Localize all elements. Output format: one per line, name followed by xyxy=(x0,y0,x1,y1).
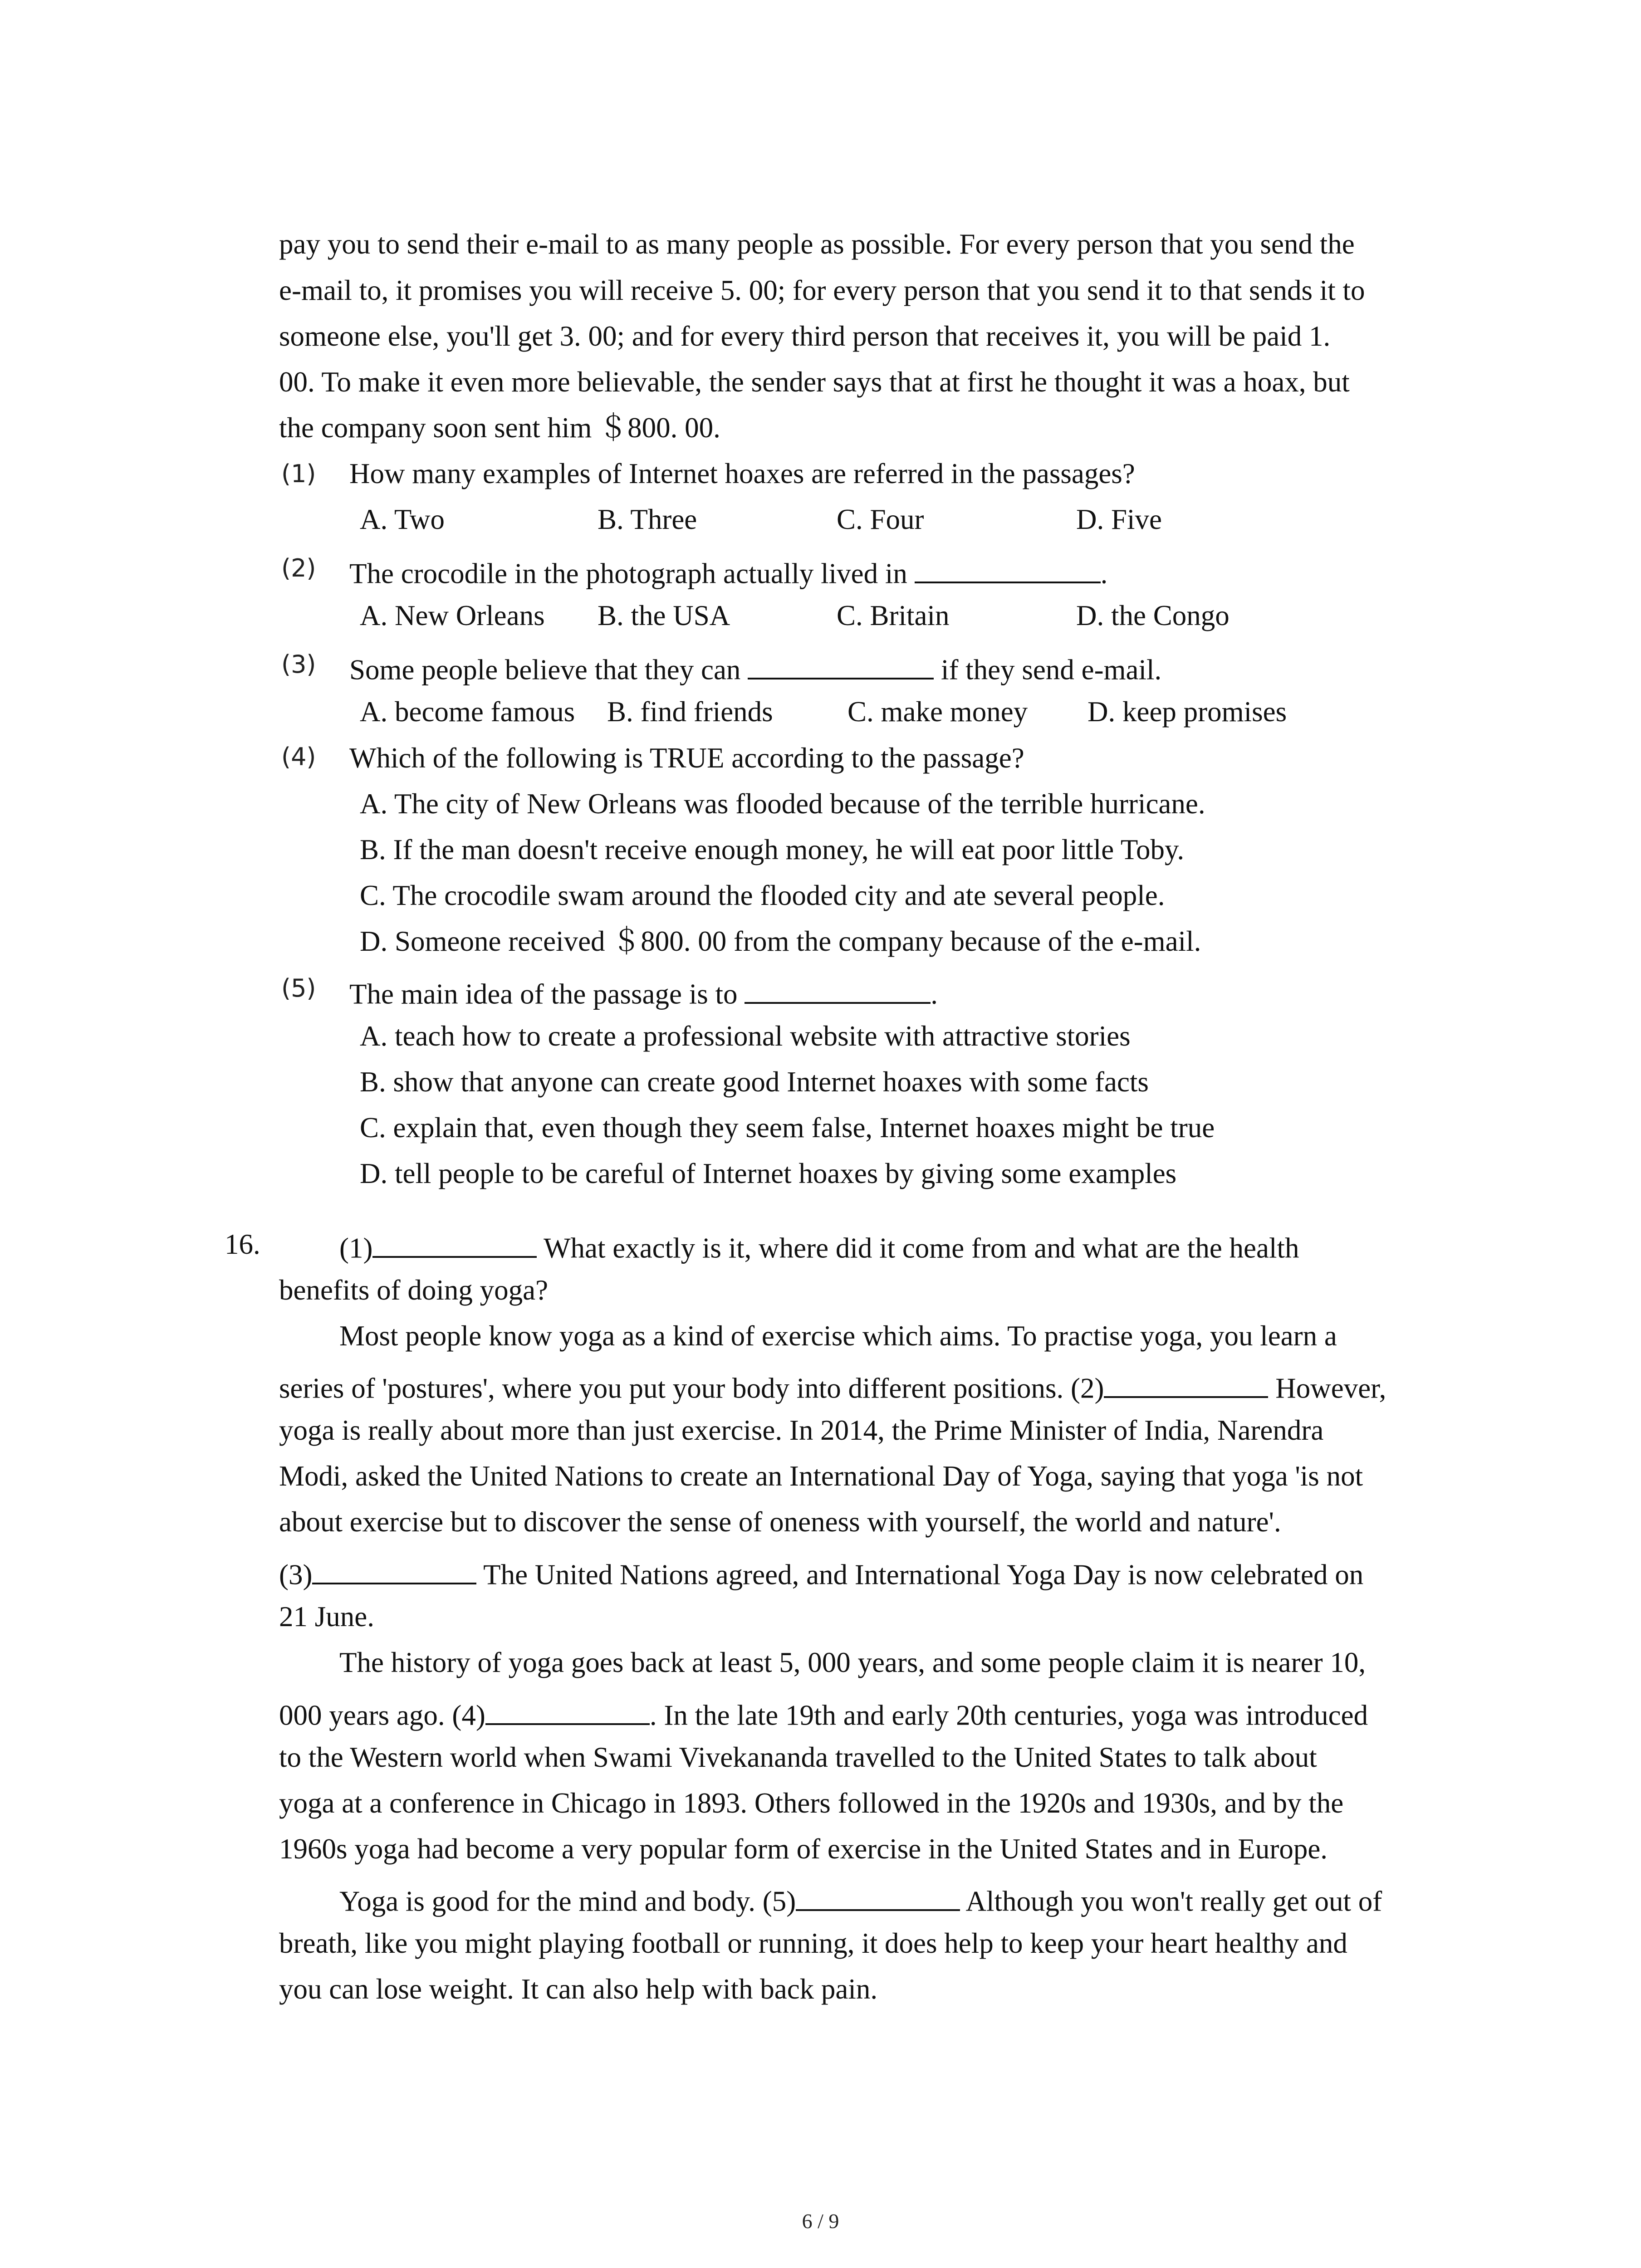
question-text: Which of the following is TRUE according to the passage? xyxy=(349,742,1024,774)
passage-line: yoga at a conference in Chicago in 1893. Others followed in the 1920s and 1930s, and by the xyxy=(279,1787,1344,1819)
question-text: How many examples of Internet hoaxes are referred in the passages? xyxy=(349,458,1135,489)
option-d: D. tell people to be careful of Internet hoaxes by giving some examples xyxy=(360,1158,1177,1189)
option-a: A. The city of New Orleans was flooded because of the terrible hurricane. xyxy=(360,788,1205,820)
answer-blank xyxy=(312,1557,476,1584)
question-text: Some people believe that they can if they send e-mail. xyxy=(349,652,1161,684)
question-number: (5) xyxy=(281,974,316,1002)
passage-line: 00. To make it even more believable, the sender says that at first he thought it was a hoax, but xyxy=(279,366,1350,398)
passage-line: Yoga is good for the mind and body. (5) Although you won't really get out of xyxy=(339,1883,1382,1916)
passage-line: 000 years ago. (4) . In the late 19th and early 20th centuries, yoga was introduced xyxy=(279,1697,1368,1730)
question-number: (3) xyxy=(281,650,316,679)
option-a: A. teach how to create a professional website with attractive stories xyxy=(360,1020,1131,1052)
option-c: C. make money xyxy=(847,696,1028,728)
passage-line: Most people know yoga as a kind of exercise which aims. To practise yoga, you learn a xyxy=(339,1320,1337,1352)
passage-line: yoga is really about more than just exercise. In 2014, the Prime Minister of India, Narendra xyxy=(279,1414,1324,1446)
passage-line: (3) The United Nations agreed, and International Yoga Day is now celebrated on xyxy=(279,1557,1363,1589)
answer-blank xyxy=(915,556,1101,583)
option-a: A. New Orleans xyxy=(360,600,545,631)
passage-line: (1) What exactly is it, where did it come from and what are the health xyxy=(339,1230,1299,1263)
passage-line: 1960s yoga had become a very popular form of exercise in the United States and in Europe. xyxy=(279,1833,1328,1865)
question-text: The crocodile in the photograph actually lived in . xyxy=(349,556,1107,588)
answer-blank xyxy=(1104,1370,1268,1398)
option-c: C. Four xyxy=(837,503,924,535)
option-d: D. keep promises xyxy=(1087,696,1287,728)
answer-blank xyxy=(745,976,931,1004)
option-c: C. Britain xyxy=(837,600,950,631)
section-number: 16. xyxy=(225,1228,260,1260)
option-a: A. Two xyxy=(360,503,445,535)
passage-line: about exercise but to discover the sense of oneness with yourself, the world and nature'. xyxy=(279,1506,1281,1538)
answer-blank xyxy=(372,1230,537,1258)
option-a: A. become famous xyxy=(360,696,575,728)
option-c: C. The crocodile swam around the flooded city and ate several people. xyxy=(360,880,1165,911)
passage-line: breath, like you might playing football or running, it does help to keep your heart healthy and xyxy=(279,1927,1347,1959)
option-b: B. the USA xyxy=(598,600,730,631)
option-d: D. Someone received ＄800. 00 from the company because of the e-mail. xyxy=(360,925,1201,957)
option-b: B. show that anyone can create good Internet hoaxes with some facts xyxy=(360,1066,1149,1098)
passage-line: The history of yoga goes back at least 5, 000 years, and some people claim it is nearer 10, xyxy=(339,1647,1366,1678)
passage-line: you can lose weight. It can also help with back pain. xyxy=(279,1973,878,2005)
answer-blank xyxy=(485,1697,650,1725)
question-number: (1) xyxy=(281,459,316,488)
answer-blank xyxy=(796,1883,960,1911)
question-text: The main idea of the passage is to . xyxy=(349,976,938,1009)
passage-line: to the Western world when Swami Vivekananda travelled to the United States to talk about xyxy=(279,1741,1317,1773)
passage-line: benefits of doing yoga? xyxy=(279,1274,549,1306)
option-b: B. Three xyxy=(598,503,697,535)
option-d: D. the Congo xyxy=(1076,600,1230,631)
option-b: B. find friends xyxy=(607,696,773,728)
option-d: D. Five xyxy=(1076,503,1162,535)
question-number: (4) xyxy=(281,743,316,771)
page-number: 6 / 9 xyxy=(802,2209,839,2233)
passage-line: Modi, asked the United Nations to create an International Day of Yoga, saying that yoga 'is not xyxy=(279,1460,1363,1492)
passage-line: the company soon sent him ＄800. 00. xyxy=(279,412,720,444)
passage-line: pay you to send their e-mail to as many people as possible. For every person that you send the xyxy=(279,228,1355,260)
passage-line: e-mail to, it promises you will receive 5. 00; for every person that you send it to that sends it to xyxy=(279,274,1365,306)
answer-blank xyxy=(748,652,934,679)
option-b: B. If the man doesn't receive enough money, he will eat poor little Toby. xyxy=(360,834,1185,865)
passage-line: someone else, you'll get 3. 00; and for every third person that receives it, you will be paid 1. xyxy=(279,320,1331,352)
option-c: C. explain that, even though they seem false, Internet hoaxes might be true xyxy=(360,1112,1215,1144)
passage-line: 21 June. xyxy=(279,1601,374,1633)
question-number: (2) xyxy=(281,554,316,582)
passage-line: series of 'postures', where you put your body into different positions. (2) However, xyxy=(279,1370,1386,1403)
